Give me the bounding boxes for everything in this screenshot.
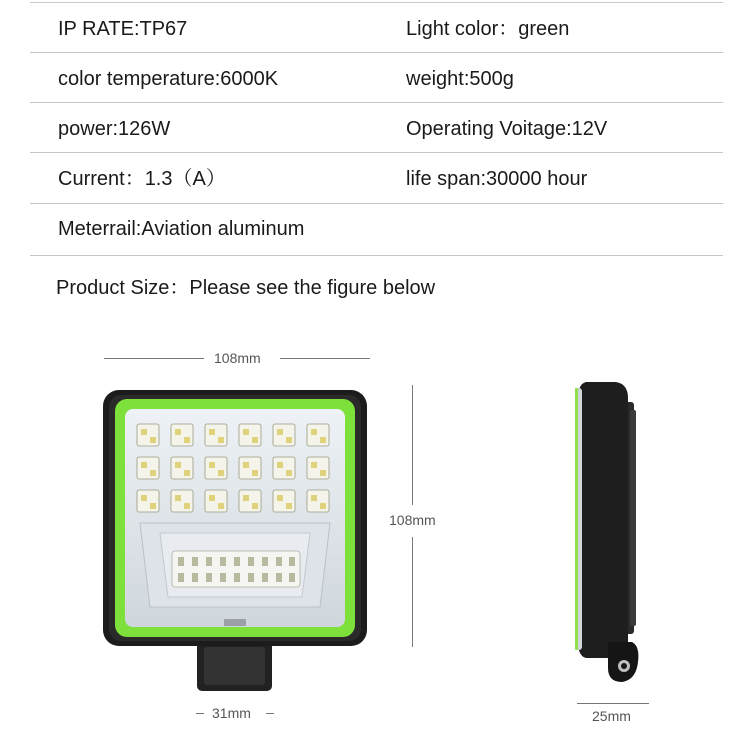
spec-current: Current：1.3（A） bbox=[58, 168, 226, 190]
work-light-side-view bbox=[572, 380, 652, 690]
dimension-tick-bracket-right bbox=[266, 713, 274, 714]
table-rule bbox=[30, 102, 723, 103]
table-rule-top bbox=[30, 2, 723, 3]
spec-power: power:126W bbox=[58, 118, 171, 140]
spec-operating-voltage: Operating Voitage:12V bbox=[406, 118, 608, 140]
table-rule bbox=[30, 152, 723, 153]
table-rule bbox=[30, 52, 723, 53]
dimension-label-front-width: 108mm bbox=[214, 350, 261, 366]
spec-life-span: life span:30000 hour bbox=[406, 168, 588, 190]
table-rule bbox=[30, 203, 723, 204]
dimension-line-height-bottom bbox=[412, 537, 413, 647]
spec-light-color: Light color：green bbox=[406, 18, 570, 40]
dimension-line-width-right bbox=[280, 358, 370, 359]
dimension-line-width-left bbox=[104, 358, 204, 359]
work-light-front-view bbox=[100, 385, 370, 695]
dimension-line-height-top bbox=[412, 385, 413, 505]
table-rule-bottom bbox=[30, 255, 723, 256]
dimension-label-front-height: 108mm bbox=[389, 512, 436, 528]
dimension-label-bracket-width: 31mm bbox=[212, 705, 251, 721]
spec-ip-rate: IP RATE:TP67 bbox=[58, 18, 188, 40]
spec-color-temperature: color temperature:6000K bbox=[58, 68, 279, 90]
product-size-heading: Product Size：Please see the figure below bbox=[56, 277, 436, 299]
dimension-label-side-depth: 25mm bbox=[592, 708, 631, 724]
dimension-tick-bracket-left bbox=[196, 713, 204, 714]
spec-weight: weight:500g bbox=[406, 68, 514, 90]
spec-material: Meterrail:Aviation aluminum bbox=[58, 218, 305, 240]
dimension-line-depth bbox=[577, 703, 649, 704]
